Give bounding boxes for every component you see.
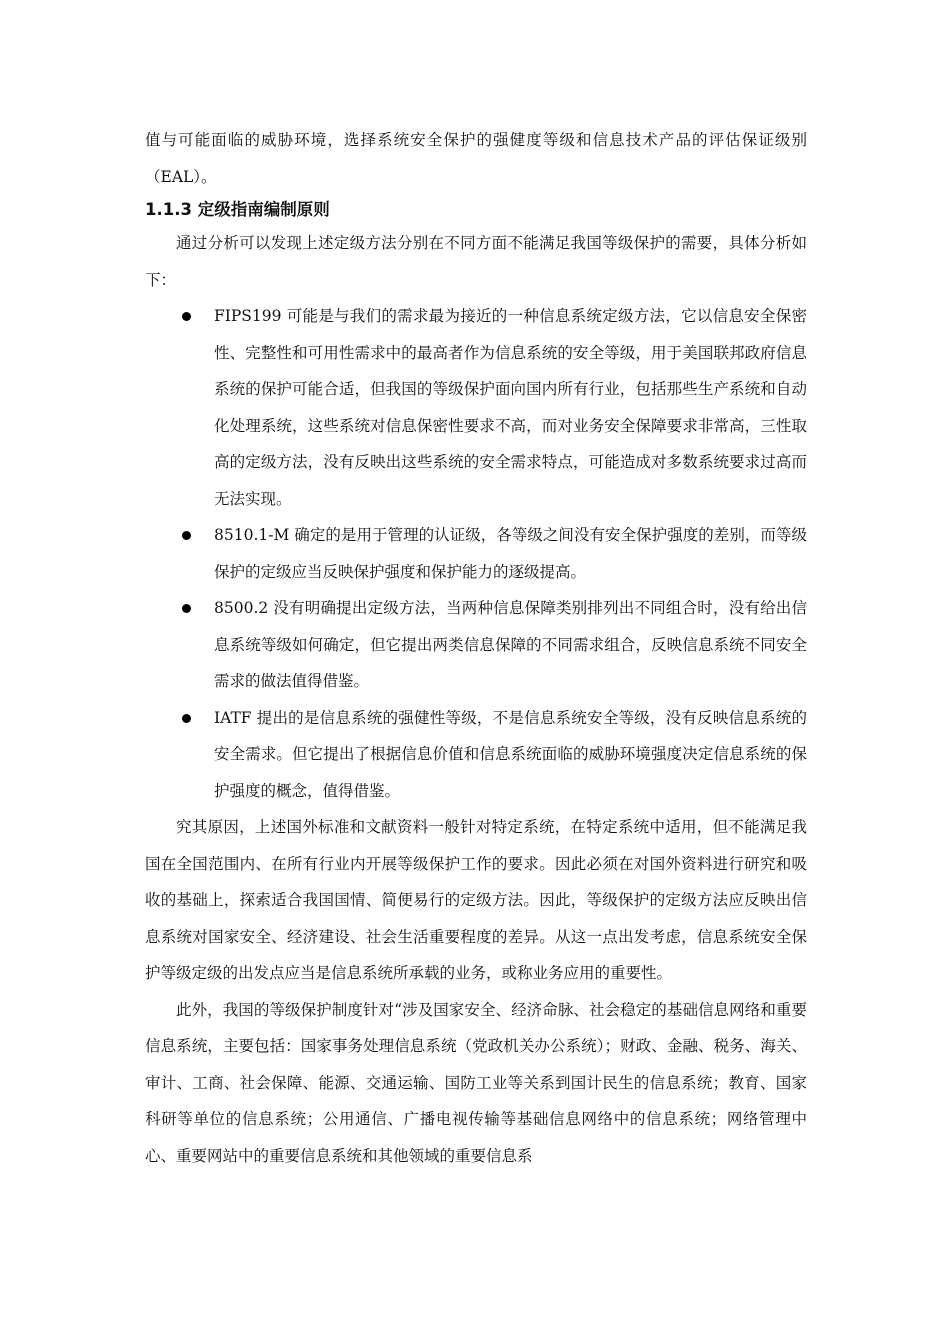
intro-paragraph: 值与可能面临的威胁环境，选择系统安全保护的强健度等级和信息技术产品的评估保证级别（EAL）。 [145, 131, 807, 186]
section-heading: 1.1.3 定级指南编制原则 [145, 200, 330, 219]
bullet-item-iatf [145, 700, 807, 810]
lead-paragraph: 通过分析可以发现上述定级方法分别在不同方面不能满足我国等级保护的需要，具体分析如下： [145, 234, 807, 289]
reason-paragraph: 究其原因，上述国外标准和文献资料一般针对特定系统，在特定系统中适用，但不能满足我国在全国范围内、在所有行业内开展等级保护工作的要求。因此必须在对国外资料进行研究和吸收的基础上，探索适合我国国情、简便易行的定级方法。因此，等级保护的定级方法应反映出信息系统对国家安全、经济建设、社会生活重要程度的差异。从这一点出发考虑，信息系统安全保护等级定级的出发点应当是信息系统所承载的业务，或称业务应用的重要性。 [145, 818, 807, 982]
scope-paragraph: 此外，我国的等级保护制度针对“涉及国家安全、经济命脉、社会稳定的基础信息网络和重要信息系统，主要包括：国家事务处理信息系统（党政机关办公系统）；财政、金融、税务、海关、审计、工商、社会保障、能源、交通运输、国防工业等关系到国计民生的信息系统；教育、国家科研等单位的信息系统；公用通信、广播电视传输等基础信息网络中的信息系统；网络管理中心、重要网站中的重要信息系统和其他领域的重要信息系 [145, 1000, 807, 1165]
bullet-dot-icon [182, 604, 191, 613]
document-page [145, 122, 807, 1174]
bullet-text: 8510.1-M 确定的是用于管理的认证级，各等级之间没有安全保护强度的差别，而等级保护的定级应当反映保护强度和保护能力的逐级提高。 [214, 526, 807, 581]
bullet-text: FIPS199 可能是与我们的需求最为接近的一种信息系统定级方法，它以信息安全保密性、完整性和可用性需求中的最高者作为信息系统的安全等级，用于美国联邦政府信息系统的保护可能合适，但我国的等级保护面向国内所有行业，包括那些生产系统和自动化处理系统，这些系统对信息保密性要求不高，而对业务安全保障要求非常高，三性取高的定级方法，没有反映出这些系统的安全需求特点，可能造成对多数系统要求过高而无法实现。 [214, 307, 807, 508]
bullet-item-8500 [145, 590, 807, 700]
bullet-item-8510 [145, 517, 807, 590]
bullet-list [145, 298, 807, 809]
bullet-item-fips199 [145, 298, 807, 517]
bullet-dot-icon [182, 531, 191, 540]
bullet-dot-icon [182, 312, 191, 321]
bullet-text: IATF 提出的是信息系统的强健性等级，不是信息系统安全等级，没有反映信息系统的安全需求。但它提出了根据信息价值和信息系统面临的威胁环境强度决定信息系统的保护强度的概念，值得借鉴。 [214, 708, 807, 800]
bullet-text: 8500.2 没有明确提出定级方法，当两种信息保障类别排列出不同组合时，没有给出信息系统等级如何确定，但它提出两类信息保障的不同需求组合，反映信息系统不同安全需求的做法值得借鉴。 [214, 599, 807, 690]
bullet-dot-icon [182, 714, 191, 723]
